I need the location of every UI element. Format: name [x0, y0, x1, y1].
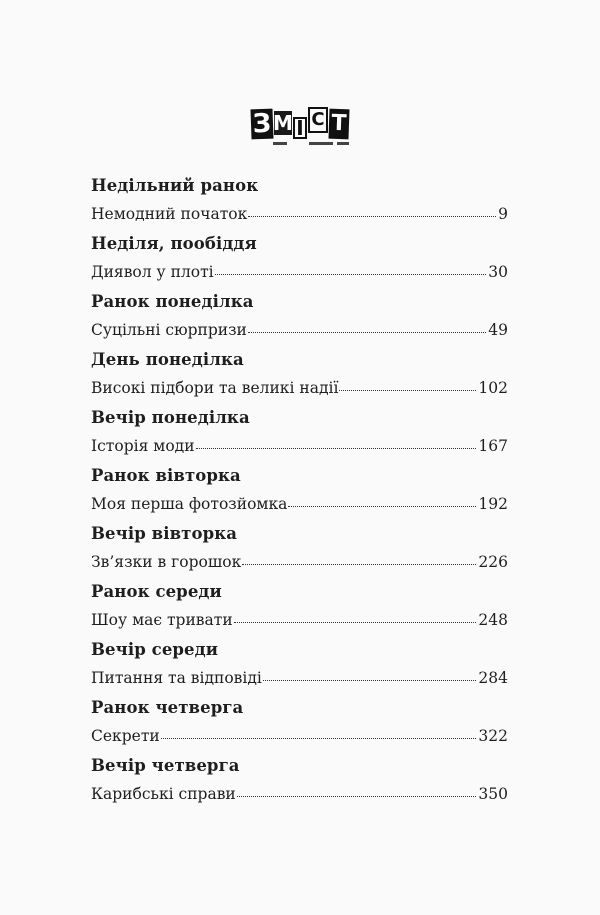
table-of-contents [91, 176, 508, 814]
decorative-scrap [337, 142, 349, 145]
section-heading: Неділя, пообіддя [91, 234, 257, 253]
page-number: 350 [478, 785, 508, 803]
section-heading: Ранок середи [91, 582, 222, 601]
toc-section [91, 292, 508, 350]
title-letter: З [252, 108, 272, 140]
toc-section [91, 466, 508, 524]
decorative-scrap [309, 142, 333, 145]
page-number: 9 [498, 205, 508, 223]
toc-entry[interactable] [91, 263, 508, 281]
title-letter: С [308, 107, 328, 133]
toc-section [91, 640, 508, 698]
toc-section [91, 408, 508, 466]
section-heading: Ранок понеділка [91, 292, 254, 311]
dot-leader [248, 332, 486, 333]
toc-entry[interactable] [91, 437, 508, 455]
toc-entry[interactable] [91, 785, 508, 803]
section-heading: Вечір понеділка [91, 408, 250, 427]
dot-leader [234, 622, 477, 623]
entry-title: Високі підбори та великі надії [91, 379, 339, 397]
dot-leader [339, 390, 476, 391]
toc-section [91, 234, 508, 292]
entry-title: Суцільні сюрпризи [91, 321, 247, 339]
page-number: 248 [478, 611, 508, 629]
section-heading: Ранок вівторка [91, 466, 241, 485]
page-number: 167 [478, 437, 508, 455]
title-letter: І [293, 117, 307, 139]
dot-leader [242, 564, 476, 565]
dot-leader [263, 680, 477, 681]
dot-leader [288, 506, 476, 507]
section-heading: Ранок четверга [91, 698, 244, 717]
dot-leader [196, 448, 477, 449]
entry-title: Історія моди [91, 437, 195, 455]
toc-section [91, 582, 508, 640]
section-heading: День понеділка [91, 350, 244, 369]
toc-section [91, 756, 508, 814]
page-number: 322 [478, 727, 508, 745]
toc-entry[interactable] [91, 495, 508, 513]
toc-entry[interactable] [91, 379, 508, 397]
toc-entry[interactable] [91, 727, 508, 745]
page-number: 102 [478, 379, 508, 397]
toc-section [91, 176, 508, 234]
entry-title: Зв’язки в горошок [91, 553, 242, 571]
toc-entry[interactable] [91, 205, 508, 223]
decorative-scrap [273, 142, 287, 145]
toc-section [91, 350, 508, 408]
dot-leader [237, 796, 477, 797]
entry-title: Питання та відповіді [91, 669, 262, 687]
title-block [0, 103, 600, 139]
entry-title: Диявол у плоті [91, 263, 214, 281]
toc-entry[interactable] [91, 611, 508, 629]
section-heading: Недільний ранок [91, 176, 259, 195]
title-letter: М [273, 111, 293, 135]
toc-entry[interactable] [91, 321, 508, 339]
toc-section [91, 698, 508, 756]
toc-entry[interactable] [91, 669, 508, 687]
title-letter: Т [328, 109, 349, 140]
entry-title: Моя перша фотозйомка [91, 495, 288, 513]
section-heading: Вечір вівторка [91, 524, 238, 543]
page-number: 284 [478, 669, 508, 687]
entry-title: Немодний початок [91, 205, 248, 223]
section-heading: Вечір четверга [91, 756, 240, 775]
dot-leader [161, 738, 477, 739]
toc-entry[interactable] [91, 553, 508, 571]
section-heading: Вечір середи [91, 640, 219, 659]
dot-leader [215, 274, 487, 275]
page-number: 30 [488, 263, 508, 281]
page-number: 192 [478, 495, 508, 513]
entry-title: Секрети [91, 727, 160, 745]
page-number: 49 [488, 321, 508, 339]
entry-title: Шоу має тривати [91, 611, 233, 629]
toc-section [91, 524, 508, 582]
entry-title: Карибські справи [91, 785, 236, 803]
page-number: 226 [478, 553, 508, 571]
dot-leader [248, 216, 496, 217]
page-title [251, 103, 349, 139]
